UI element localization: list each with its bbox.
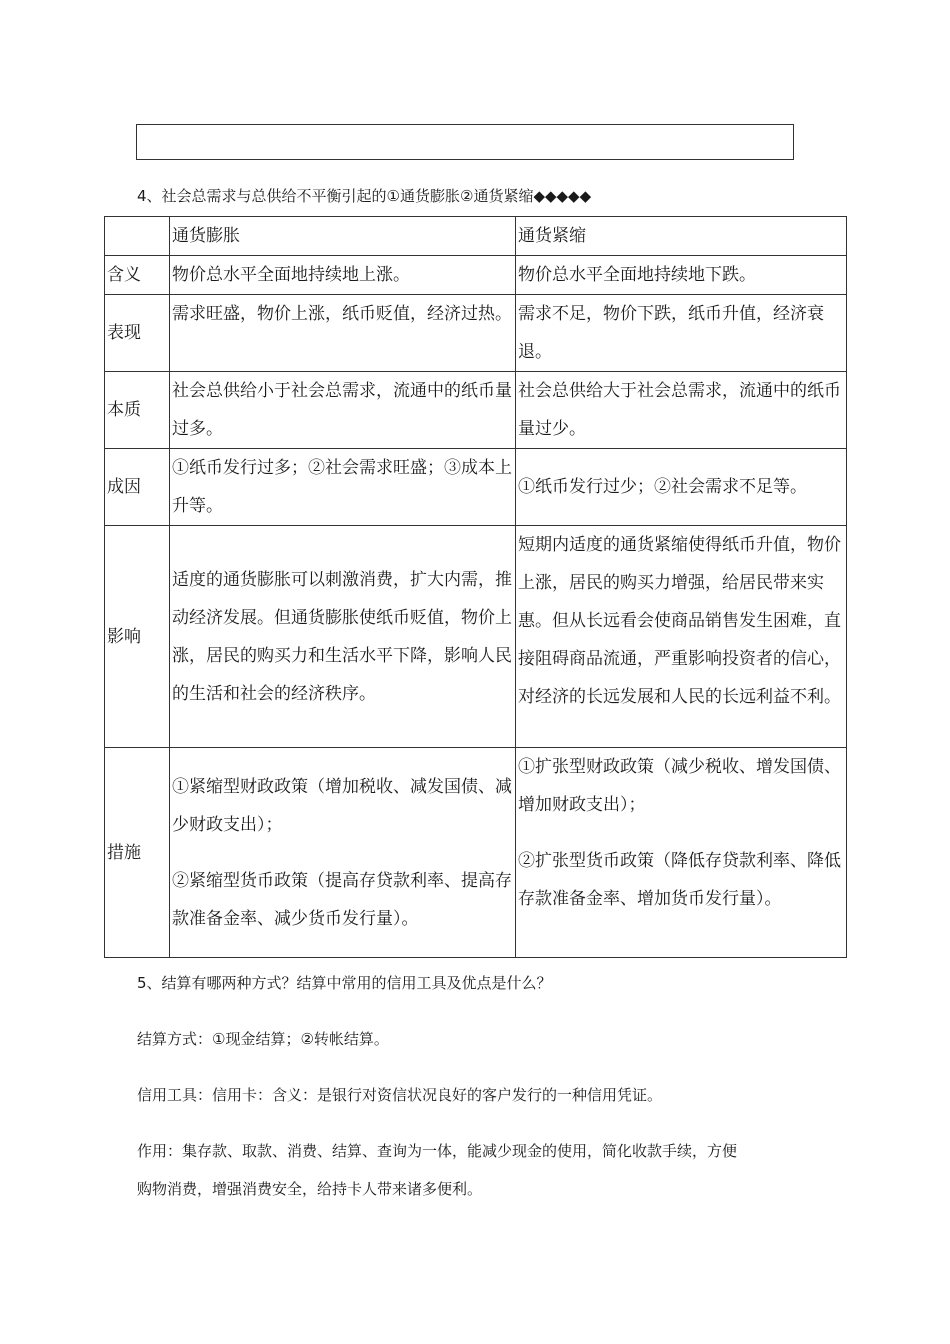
manifestation-inflation: 需求旺盛，物价上涨，纸币贬值，经济过热。 (170, 295, 516, 372)
table-row (105, 295, 847, 372)
measures-deflation-monetary: ②扩张型货币政策（降低存贷款利率、降低存款准备金率、增加货币发行量）。 (518, 851, 841, 909)
section-5-heading: 5、结算有哪两种方式？结算中常用的信用工具及优点是什么？ (137, 974, 552, 992)
table-row (105, 748, 847, 958)
impact-inflation: 适度的通货膨胀可以刺激消费，扩大内需，推动经济发展。但通货膨胀使纸币贬值，物价上涨，居民的购买力和生活水平下降，影响人民的生活和社会的经济秩序。 (170, 526, 516, 748)
inflation-deflation-table (104, 216, 847, 958)
measures-inflation-fiscal: ①紧缩型财政政策（增加税收、减发国债、减少财政支出）； (172, 776, 512, 835)
row-label-measures: 措施 (105, 748, 170, 958)
row-label-causes: 成因 (105, 449, 170, 526)
meaning-inflation: 物价总水平全面地持续地上涨。 (170, 256, 516, 295)
measures-deflation (516, 748, 847, 958)
causes-inflation: ①纸币发行过多；②社会需求旺盛；③成本上升等。 (170, 449, 516, 526)
header-inflation: 通货膨胀 (170, 217, 516, 256)
manifestation-deflation: 需求不足，物价下跌，纸币升值，经济衰退。 (516, 295, 847, 372)
row-label-essence: 本质 (105, 372, 170, 449)
credit-card-function-line1: 作用：集存款、取款、消费、结算、查询为一体，能减少现金的使用，简化收款手续，方便 (137, 1142, 738, 1160)
measures-deflation-fiscal: ①扩张型财政政策（减少税收、增发国债、增加财政支出）； (518, 757, 841, 815)
settlement-methods: 结算方式：①现金结算；②转帐结算。 (137, 1030, 389, 1048)
table-header-row (105, 217, 847, 256)
essence-deflation: 社会总供给大于社会总需求，流通中的纸币量过少。 (516, 372, 847, 449)
empty-answer-box (136, 124, 794, 160)
table-row (105, 256, 847, 295)
header-corner-cell (105, 217, 170, 256)
credit-card-function-line2: 购物消费，增强消费安全，给持卡人带来诸多便利。 (137, 1180, 483, 1198)
credit-tool-meaning: 信用工具：信用卡：含义：是银行对资信状况良好的客户发行的一种信用凭证。 (137, 1086, 663, 1104)
causes-deflation: ①纸币发行过少；②社会需求不足等。 (516, 449, 847, 526)
measures-inflation-monetary: ②紧缩型货币政策（提高存贷款利率、提高存款准备金率、减少货币发行量）。 (172, 870, 512, 929)
header-deflation: 通货紧缩 (516, 217, 847, 256)
row-label-impact: 影响 (105, 526, 170, 748)
measures-inflation (170, 748, 516, 958)
meaning-deflation: 物价总水平全面地持续地下跌。 (516, 256, 847, 295)
row-label-manifestation: 表现 (105, 295, 170, 372)
table-row (105, 526, 847, 748)
section-4-heading: 4、社会总需求与总供给不平衡引起的①通货膨胀②通货紧缩◆◆◆◆◆ (137, 187, 592, 205)
table-row (105, 449, 847, 526)
row-label-meaning: 含义 (105, 256, 170, 295)
impact-deflation: 短期内适度的通货紧缩使得纸币升值，物价上涨，居民的购买力增强，给居民带来实惠。但从长远看会使商品销售发生困难，直接阻碍商品流通，严重影响投资者的信心，对经济的长远发展和人民的长远利益不利。 (516, 526, 847, 748)
essence-inflation: 社会总供给小于社会总需求，流通中的纸币量过多。 (170, 372, 516, 449)
table-row (105, 372, 847, 449)
